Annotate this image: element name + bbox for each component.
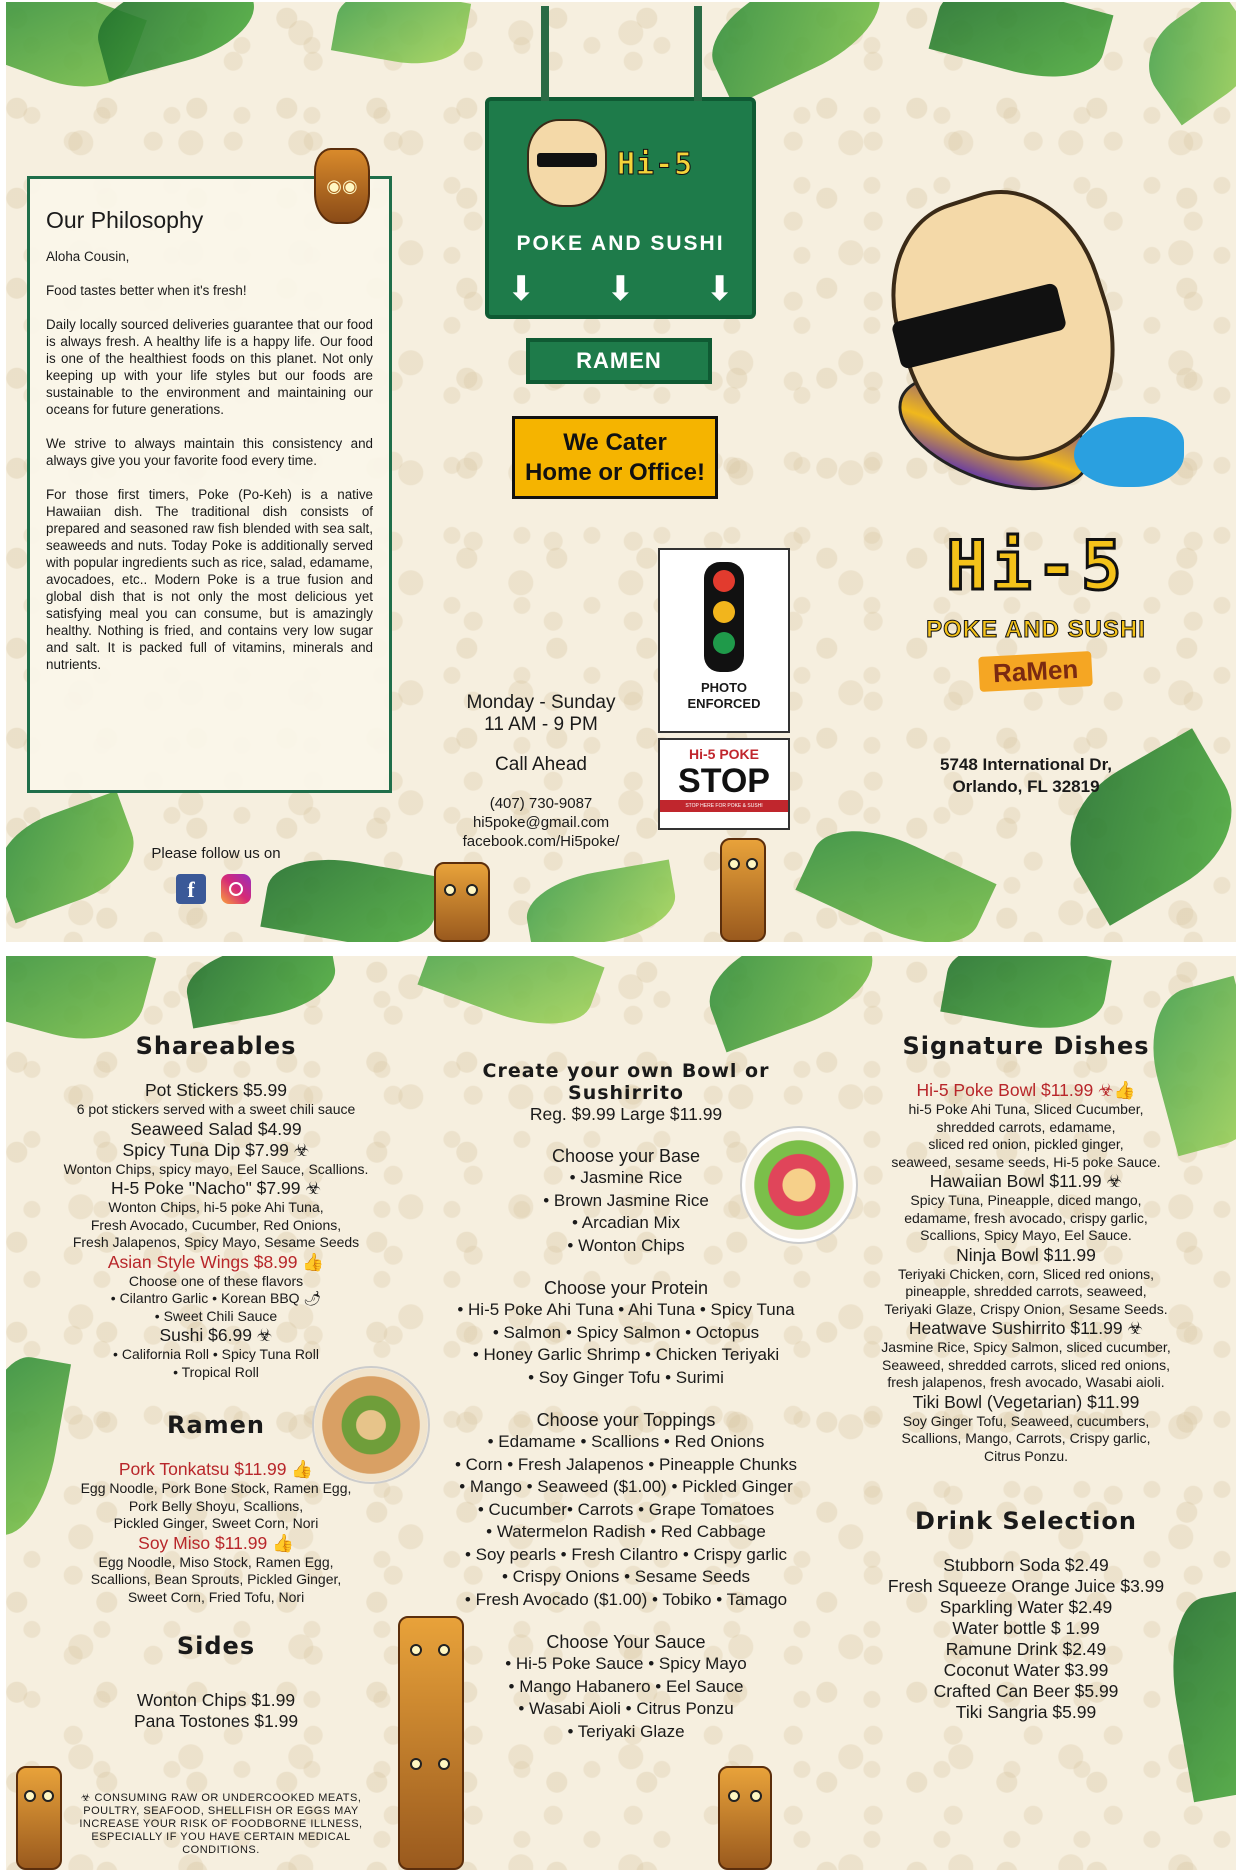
item-description: Fresh Avocado, Cucumber, Red Onions, — [90, 1216, 342, 1233]
facebook-icon[interactable]: f — [176, 874, 206, 904]
option-line: • Mango • Seaweed ($1.00) • Pickled Ginger — [459, 1477, 793, 1496]
palm-leaf-decoration — [417, 956, 604, 1043]
option-line: • Teriyaki Glaze — [567, 1721, 685, 1741]
wave-icon — [1074, 417, 1184, 487]
menu-item: Heatwave Sushirrito $11.99 ☣ — [908, 1318, 1144, 1338]
photo-enforced-line: PHOTO — [701, 680, 747, 695]
option-line: • Corn • Fresh Jalapenos • Pineapple Chunks — [455, 1454, 797, 1474]
group-title-toppings: Choose your Toppings — [536, 1410, 716, 1430]
sunglasses-icon — [537, 153, 597, 167]
sign-arrows — [507, 269, 734, 309]
hero-brand — [886, 527, 1186, 689]
option-line: • Soy pearls • Fresh Cilantro • Crispy garlic — [464, 1544, 788, 1564]
palm-leaf-decoration — [1130, 2, 1236, 125]
option-line: • Fresh Avocado ($1.00) • Tobiko • Tamago — [464, 1589, 788, 1609]
item-description: Egg Noodle, Miso Stock, Ramen Egg, — [98, 1553, 334, 1570]
stop-sign-fine-print: STOP HERE FOR POKE & SUSHI — [660, 800, 788, 812]
menu-item: Spicy Tuna Dip $7.99 ☣ — [122, 1139, 310, 1160]
item-description: Teriyaki Chicken, corn, Sliced red onions, — [897, 1265, 1154, 1282]
philosophy-paragraph: For those first timers, Poke (Po-Keh) is a native Hawaiian dish. The traditional dish consists of prepared and seasoned raw fish blended with sea salt, seaweeds and nuts. Today Poke is additionally served with popular ingredients such as rice, salad, edamame, avocadoes, etc.. Modern Poke is a true fusion and global dish that is not only the most delicious yet satisfying meal you can consume, but is amazingly healthy. Nothing is fried, and contains very low sugar and salt. It is packed full of vitamins, minerals and nutrients. — [46, 487, 373, 672]
address-street: 5748 International Dr, — [940, 755, 1112, 774]
open-hours: 11 AM - 9 PM — [484, 714, 598, 735]
stop-sign — [658, 738, 790, 830]
menu-outside-panel — [6, 2, 1236, 942]
menu-item-featured: Hi-5 Poke Bowl $11.99 ☣👍 — [916, 1080, 1136, 1100]
item-description: Seaweed, shredded carrots, sliced red onions, — [882, 1356, 1170, 1373]
item-description: • California Roll • Spicy Tuna Roll — [113, 1346, 319, 1362]
group-title-sauce: Choose Your Sauce — [546, 1632, 706, 1652]
item-description: • Tropical Roll — [173, 1363, 259, 1380]
drink-item: Water bottle $ 1.99 — [952, 1618, 1100, 1638]
menu-item-featured: Soy Miso $11.99 👍 — [138, 1532, 294, 1553]
philosophy-paragraph: Aloha Cousin, — [46, 249, 130, 264]
palm-leaf-decoration — [695, 2, 896, 106]
palm-leaf-decoration — [940, 956, 1111, 1039]
right-column — [856, 1032, 1196, 1723]
sign-brand-name: Hi-5 — [617, 147, 694, 182]
email-link[interactable]: hi5poke@gmail.com — [472, 814, 610, 831]
option-line: • Hi-5 Poke Sauce • Spicy Mayo — [505, 1654, 747, 1673]
ramen-sign: RAMEN — [526, 338, 712, 384]
option-line: • Wonton Chips — [567, 1235, 685, 1255]
tiki-totem-icon — [16, 1766, 62, 1870]
drink-item: Crafted Can Beer $5.99 — [933, 1681, 1119, 1701]
palm-leaf-decoration — [521, 860, 681, 942]
option-line: • Edamame • Scallions • Red Onions — [487, 1432, 765, 1451]
drink-item: Fresh Squeeze Orange Juice $3.99 — [887, 1576, 1165, 1596]
drink-item: Tiki Sangria $5.99 — [955, 1702, 1097, 1722]
item-description: Wonton Chips, spicy mayo, Eel Sauce, Scallions. — [63, 1160, 369, 1177]
traffic-light-icon — [704, 562, 744, 672]
philosophy-box — [27, 176, 392, 793]
item-description: Pork Belly Shoyu, Scallions, — [128, 1497, 304, 1514]
menu-item: Seaweed Salad $4.99 — [130, 1118, 302, 1139]
philosophy-paragraph: We strive to always maintain this consistency and always give you your favorite food every time. — [46, 436, 373, 468]
bowl-prices: Reg. $9.99 Large $11.99 — [529, 1104, 723, 1124]
group-title-base: Choose your Base — [551, 1146, 701, 1166]
photo-enforced-sign — [658, 548, 790, 733]
menu-inside-panel — [6, 956, 1236, 1870]
option-line: • Honey Garlic Shrimp • Chicken Teriyaki — [472, 1345, 780, 1364]
item-description: Pickled Ginger, Sweet Corn, Nori — [113, 1515, 319, 1531]
item-description: fresh jalapenos, fresh avocado, Wasabi aioli. — [887, 1374, 1165, 1390]
group-title-protein: Choose your Protein — [543, 1278, 709, 1298]
item-description: hi-5 Poke Ahi Tuna, Sliced Cucumber, — [908, 1101, 1144, 1117]
menu-item: Ninja Bowl $11.99 — [956, 1244, 1096, 1265]
option-line: • Crispy Onions • Sesame Seeds — [501, 1567, 751, 1586]
instagram-icon[interactable] — [221, 874, 251, 904]
poke-bowl-image — [740, 1126, 858, 1244]
palm-leaf-decoration — [88, 2, 263, 81]
item-description: Fresh Jalapenos, Spicy Mayo, Sesame Seeds — [72, 1234, 360, 1250]
option-line: • Mango Habanero • Eel Sauce — [508, 1676, 744, 1696]
tiki-totem-icon — [434, 862, 490, 942]
item-description: Citrus Ponzu. — [983, 1447, 1069, 1464]
option-line: • Soy Ginger Tofu • Surimi — [528, 1367, 724, 1387]
menu-item: Pot Stickers $5.99 — [144, 1080, 288, 1100]
philosophy-paragraph: Food tastes better when it's fresh! — [46, 283, 247, 298]
open-days: Monday - Sunday — [466, 692, 616, 713]
option-line: • Brown Jasmine Rice — [543, 1190, 709, 1210]
photo-enforced-line: ENFORCED — [687, 696, 761, 711]
philosophy-title: Our Philosophy — [46, 207, 204, 233]
section-title-sides: Sides — [176, 1632, 256, 1660]
item-description: • Sweet Chili Sauce — [154, 1307, 278, 1324]
option-line: • Watermelon Radish • Red Cabbage — [486, 1522, 766, 1541]
item-description: Sweet Corn, Fried Tofu, Nori — [127, 1588, 305, 1605]
road-sign-logo — [485, 97, 756, 319]
item-description: Teriyaki Glaze, Crispy Onion, Sesame Seeds. — [884, 1300, 1168, 1317]
sign-pole — [541, 6, 549, 101]
drink-item: Sparkling Water $2.49 — [939, 1597, 1113, 1617]
menu-item: Hawaiian Bowl $11.99 ☣ — [929, 1171, 1123, 1191]
option-line: • Salmon • Spicy Salmon • Octopus — [492, 1322, 760, 1342]
palm-leaf-decoration — [929, 2, 1114, 93]
option-line: • Jasmine Rice — [569, 1168, 683, 1187]
menu-item: Pana Tostones $1.99 — [133, 1711, 299, 1731]
tiki-totem-icon — [720, 838, 766, 942]
tiki-mask-icon: ◉◉ — [314, 148, 370, 224]
menu-item-featured: Pork Tonkatsu $11.99 👍 — [118, 1459, 314, 1479]
item-description: Soy Ginger Tofu, Seaweed, cucumbers, — [902, 1412, 1150, 1429]
ramen-badge: RaMen — [979, 651, 1094, 692]
catering-sign — [512, 416, 718, 499]
option-line: • Wasabi Aioli • Citrus Ponzu — [518, 1699, 734, 1718]
catering-line: We Cater — [563, 429, 667, 456]
item-description: Wonton Chips, hi-5 poke Ahi Tuna, — [108, 1199, 324, 1215]
item-description: Jasmine Rice, Spicy Salmon, sliced cucumber, — [881, 1339, 1171, 1355]
raw-food-warning: ☣ CONSUMING RAW OR UNDERCOOKED MEATS, POULTRY, SEAFOOD, SHELLFISH OR EGGS MAY INCREASE YOUR RISK OF FOODBORNE ILLNESS, ESPECIALLY IF YOU HAVE CERTAIN MEDICAL CONDITIONS. — [79, 1792, 363, 1856]
address — [896, 754, 1156, 798]
arrow-down-icon: ⬇ — [507, 270, 536, 308]
item-description: • Cilantro Garlic • Korean BBQ 🌶 — [110, 1290, 322, 1306]
menu-item: Wonton Chips $1.99 — [136, 1690, 296, 1710]
item-description: shredded carrots, edamame, — [936, 1118, 1116, 1135]
hi5-logo — [527, 119, 722, 214]
stop-sign-brand: Hi-5 POKE — [688, 746, 759, 762]
section-title-shareables: Shareables — [135, 1032, 297, 1060]
stop-sign-text: STOP — [678, 762, 770, 800]
drink-item: Ramune Drink $2.49 — [945, 1639, 1107, 1659]
item-description: Spicy Tuna, Pineapple, diced mango, — [910, 1192, 1142, 1208]
option-line: • Cucumber• Carrots • Grape Tomatoes — [477, 1499, 775, 1519]
sign-pole — [694, 6, 702, 101]
follow-label: Please follow us on — [151, 845, 281, 862]
menu-item-featured: Asian Style Wings $8.99 👍 — [107, 1251, 325, 1272]
item-description: edamame, fresh avocado, crispy garlic, — [904, 1209, 1148, 1226]
palm-leaf-decoration — [331, 2, 471, 73]
item-description: Scallions, Bean Sprouts, Pickled Ginger, — [90, 1571, 342, 1587]
brand-name: Hi-5 — [946, 527, 1126, 606]
ramen-bowl-image — [312, 1366, 430, 1484]
palm-leaf-decoration — [795, 808, 996, 942]
item-description: seaweed, sesame seeds, Hi-5 poke Sauce. — [891, 1153, 1161, 1170]
address-city: Orlando, FL 32819 — [952, 777, 1100, 796]
item-description: Scallions, Spicy Mayo, Eel Sauce. — [920, 1227, 1132, 1243]
hours-contact — [436, 692, 646, 851]
section-title-signature: Signature Dishes — [902, 1032, 1150, 1060]
item-description: Egg Noodle, Pork Bone Stock, Ramen Egg, — [80, 1480, 352, 1496]
section-title-drinks: Drink Selection — [915, 1507, 1137, 1535]
arrow-down-icon: ⬇ — [705, 270, 734, 308]
option-line: • Hi-5 Poke Ahi Tuna • Ahi Tuna • Spicy Tuna — [457, 1300, 795, 1319]
arrow-down-icon: ⬇ — [606, 270, 635, 308]
section-title-ramen: Ramen — [166, 1411, 266, 1439]
tiki-totem-icon — [718, 1766, 772, 1870]
facebook-link[interactable]: facebook.com/Hi5poke/ — [462, 833, 620, 850]
item-description: Choose one of these flavors — [128, 1272, 304, 1289]
drink-item: Stubborn Soda $2.49 — [943, 1555, 1109, 1575]
catering-line: Home or Office! — [524, 459, 706, 486]
menu-item: Tiki Bowl (Vegetarian) $11.99 — [912, 1391, 1140, 1412]
social-links — [176, 874, 251, 904]
item-description: pineapple, shredded carrots, seaweed, — [905, 1283, 1147, 1299]
sign-tagline: POKE AND SUSHI — [516, 232, 725, 255]
call-ahead: Call Ahead — [495, 754, 587, 775]
item-description: sliced red onion, pickled ginger, — [928, 1136, 1124, 1152]
drink-item: Coconut Water $3.99 — [943, 1660, 1109, 1680]
option-line: • Arcadian Mix — [572, 1213, 680, 1232]
hi5-mascot — [874, 192, 1204, 522]
menu-item: Sushi $6.99 ☣ — [159, 1325, 273, 1345]
phone-number[interactable]: (407) 730-9087 — [489, 795, 593, 812]
tiki-totem-icon — [398, 1616, 464, 1870]
item-description: 6 pot stickers served with a sweet chili sauce — [76, 1101, 356, 1117]
philosophy-paragraph: Daily locally sourced deliveries guarantee that our food is always fresh. A healthy life is a happy life. Our food is one of the healthiest foods on this planet. Not only keeping up with your life styles but our foods are sustainable to the environment and maintaining our oceans for future generations. — [46, 317, 373, 417]
item-description: Scallions, Mango, Carrots, Crispy garlic, — [901, 1430, 1151, 1446]
menu-item: H-5 Poke "Nacho" $7.99 ☣ — [110, 1178, 322, 1198]
section-title-create: Create your own Bowl or Sushirrito — [482, 1060, 770, 1104]
brand-tagline: POKE AND SUSHI — [926, 616, 1146, 643]
palm-leaf-decoration — [181, 956, 341, 1028]
